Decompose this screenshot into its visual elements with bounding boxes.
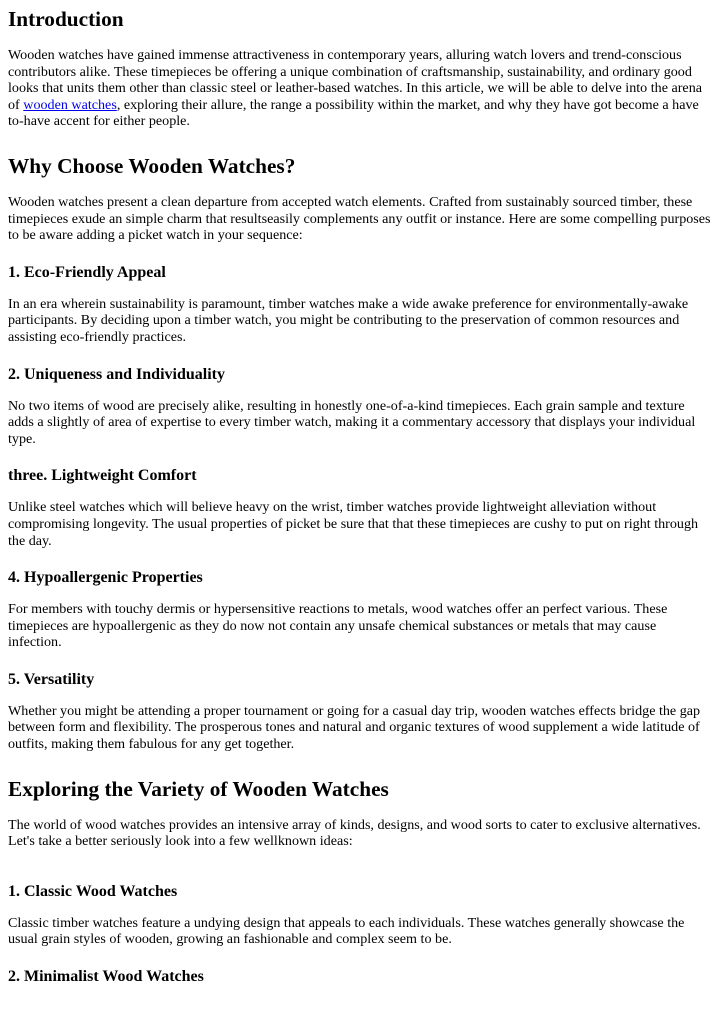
reason-paragraph: For members with touchy dermis or hypersensitive reactions to metals, wood watches offer an perfect various. These timepieces are hypoallergenic as they do now not contain any unsafe chemical substances or metals that may cause infection. <box>8 601 668 651</box>
reason-paragraph: No two items of wood are precisely alike, resulting in honestly one-of-a-kind timepieces. Each grain sample and texture adds a slightly of area of expertise to every timber watch, making it a commentary accessory that displays your individual type. <box>8 397 696 447</box>
kind-heading: 1. Classic Wood Watches <box>8 882 178 900</box>
variety-heading: Exploring the Variety of Wooden Watches <box>8 776 389 801</box>
reason-heading: 5. Versatility <box>8 670 95 688</box>
reason-heading: 2. Uniqueness and Individuality <box>8 365 225 383</box>
variety-paragraph: The world of wood watches provides an intensive array of kinds, designs, and wood sorts to cater to exclusive alternatives. Let's take a better seriously look into a few wellknown ideas: <box>8 816 701 850</box>
wooden-watches-link[interactable]: wooden watches <box>23 96 117 113</box>
intro-heading: Introduction <box>8 7 124 31</box>
intro-text-before-link: Wooden watches have gained immense attractiveness in contemporary years, alluring watch lovers and trend-conscious contributors alike. These timepieces be offering a unique combination of craftsmanship, sustainability, and ordinary good looks that units them other than classic steel or leather-based watches. In this article, we will be able to delve into the arena of <box>8 47 702 113</box>
reason-paragraph: Whether you might be attending a proper tournament or going for a casual day trip, wooden watches effects bridge the gap between form and flexibility. The prosperous tones and natural and organic textures of wood supplement a wide latitude of outfits, making them fabulous for any get together. <box>8 702 701 753</box>
intro-paragraph <box>8 47 712 130</box>
reason-heading: 1. Eco-Friendly Appeal <box>8 263 166 281</box>
intro-text-after-link: , exploring their allure, the range a possibility within the market, and why they have got become a have to-have accent for either people. <box>8 96 699 130</box>
reason-paragraph: In an era wherein sustainability is paramount, timber watches make a wide awake preference for environmentally-awake participants. By deciding upon a timber watch, you might be contributing to the preservation of common resources and assisting eco-friendly practices. <box>8 295 689 345</box>
reason-paragraph: Unlike steel watches which will believe heavy on the wrist, timber watches provide lightweight alleviation without compromising longevity. The usual properties of picket be sure that that these timepieces are cushy to put on right through the day. <box>8 499 699 549</box>
article <box>0 5 720 988</box>
reason-heading: three. Lightweight Comfort <box>8 467 197 485</box>
kind-heading: 2. Minimalist Wood Watches <box>8 968 204 986</box>
why-heading: Why Choose Wooden Watches? <box>8 153 296 178</box>
reason-heading: 4. Hypoallergenic Properties <box>8 569 203 587</box>
why-paragraph: Wooden watches present a clean departure from accepted watch elements. Crafted from sustainably sourced timber, these timepieces exude an simple charm that resultseasily complements any outfit or instance. Here are some compelling purposes to be aware adding a picket watch in your sequence: <box>8 193 711 244</box>
kind-paragraph: Classic timber watches feature a undying design that appeals to each individuals. These watches generally showcase the usual grain styles of wooden, growing an fashionable and complex seem to be. <box>8 914 685 948</box>
